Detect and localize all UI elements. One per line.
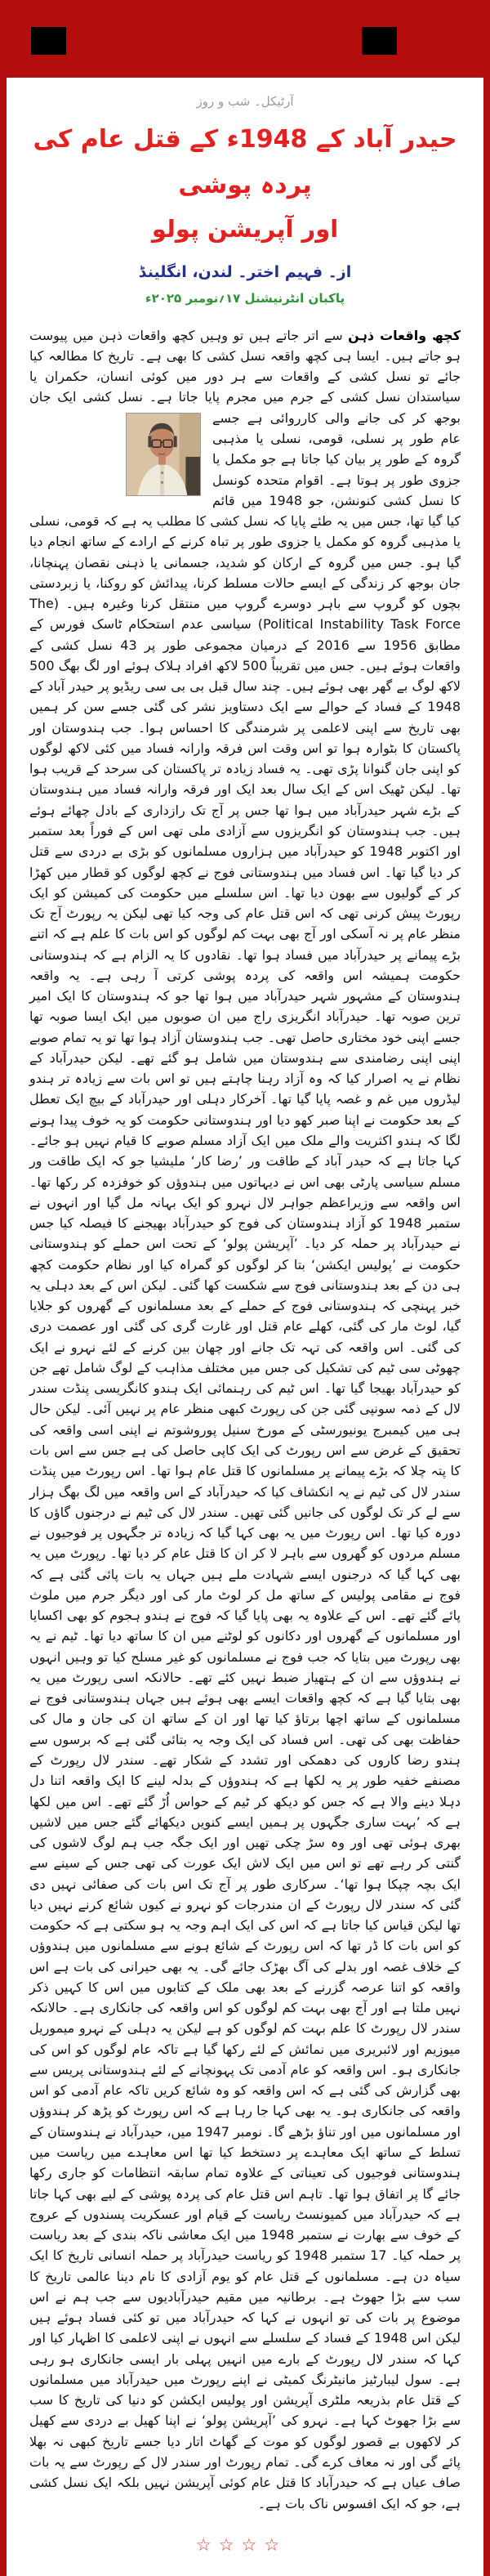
- article-lead-phrase: کچھ واقعات ذہن: [348, 327, 461, 343]
- article-title-line1: حیدر آباد کے 1948ء کے قتل عام کی پردہ پوشی: [33, 125, 457, 199]
- article-byline: از۔ فہیم اختر۔ لندن، انگلینڈ: [138, 262, 352, 281]
- author-photo: [126, 413, 201, 496]
- article-body-part2: نسل کشی ایک جان بوجھ کر کی جانے والی کارروائی ہے جسے عام طور پر نسلی، قومی، نسلی یا مذہبی گروہ کے طور پر بیان کیا جاتا ہے جو مکمل یا جزوی طور پر ہوتا ہے۔ اقوام متحدہ کونسل کا نسل کشی کنونشن، جو 1948 میں قائم کیا گیا تھا، جس میں یہ طئے پایا کہ نسل کشی کا مطلب یہ ہے کہ قومی، نسلی یا مذہبی گروہ کو مکمل یا جزوی طور پر تباہ کرنے کے ارادے کے ساتھ انجام دیا گیا ہو۔ جس میں گروہ کے ارکان کو شدید، جسمانی یا ذہنی نقصان پہنچانا، جان بوجھ کر زندگی کے ایسے حالات مسلط کرنا، پیدائش کو روکنا، یا زبردستی بچوں کو گروپ سے باہر دوسرے گروپ میں منتقل کرنا وغیرہ ہیں۔ (The Political Instability Task Force) سیاسی عدم استحکام ٹاسک فورس کے مطابق 1956 سے 2016 کے درمیان مجموعی طور پر 43 نسل کشی کے واقعات ہوئے ہیں۔ جس میں تقریباً 500 لاکھ افراد ہلاک ہوئے اور لگ بھگ 500 لاکھ لوگ بے گھر بھی ہوئے ہیں۔ چند سال قبل بی بی سی ریڈیو پر حیدر آباد کے 1948 کے فساد کے حوالے سے ایک دستاویز نشر کی گئی جسے سن کر ہمیں بھی تاریخ سے اپنی لاعلمی پر شرمندگی کا احساس ہوا۔ جب ہندوستان اور پاکستان کا بٹوارہ ہوا تو اس وقت اس فرقہ وارانہ فساد میں کئی لاکھ لوگوں کو اپنی جان گنوانا پڑی تھی۔ یہ فساد زیادہ تر پاکستان کی سرحد کے قریب ہوا تھا۔ لیکن ٹھیک اس کے ایک سال بعد ایک اور فرقہ وارانہ فساد میں ہندوستان کے بڑے شہر حیدرآباد میں ہوا تھا جس پر آج تک رازداری کے بادل چھائے ہوئے ہیں۔ جب ہندوستان کو انگریزوں سے آزادی ملی تھی اس کے فوراً بعد ستمبر اور اکتوبر 1948 کو حیدرآباد میں ہزاروں مسلمانوں کو بڑی بے دردی سے قتل کر دیا گیا تھا۔ اس فساد میں ہندوستانی فوج نے کچھ لوگوں کو قطار میں کھڑا کر کے گولیوں سے بھون دیا تھا۔ اس سلسلے میں حکومت کی کمیشن کو ایک رپورٹ پیش کرنی تھی کہ اس قتل عام کی وجہ کیا تھی لیکن یہ رپورٹ آج تک منظر عام پر نہ آسکی اور آج بھی بہت کم لوگوں کو اس بات کا علم ہے کہ اتنے بڑے پیمانے پر حیدرآباد میں فساد ہوا تھا۔ نقادوں کا یہ الزام ہے کہ ہندوستانی حکومت ہمیشہ اس واقعہ کی پردہ پوشی کرتی آ رہی ہے۔ یہ واقعہ ہندوستان کے مشہور شہر حیدرآباد میں ہوا تھا جو کہ ہندوستان کا ایک امیر ترین صوبہ تھا۔ حیدرآباد انگریزی راج میں ان صوبوں میں ایک ایسا صوبہ تھا جسے اپنی خود مختاری حاصل تھی۔ جب ہندوستان آزاد ہوا تھا تو یہ تمام صوبے اپنی اپنی رضامندی سے ہندوستان میں شامل ہو گئے تھے۔ لیکن حیدرآباد کے نظام نے یہ اصرار کیا کہ وہ آزاد رہنا چاہتے ہیں تو اس بات سے زیادہ تر ہندو لیڈروں میں غم و غصہ پایا گیا تھا۔ آخرکار دہلی اور حیدرآباد کے بیچ ایک تعطل کے بعد حکومت نے اپنا صبر کھو دیا اور ہندوستانی حکومت کو یہ خوف پیدا ہونے لگا کہ ہندو اکثریت والے ملک میں ایک آزاد مسلم صوبے کا قیام نہیں ہو جائے۔ کہا جاتا ہے کہ حیدر آباد کے طاقت ور ’رضا کار‘ ملیشیا جو کہ ایک طاقت ور مسلم سیاسی پارٹی بھی اس نے دیہاتوں میں ہندوؤں کو خوفزدہ کر رکھا تھا۔ اس واقعہ سے وزیراعظم جواہر لال نہرو کو ایک بہانہ مل گیا اور انہوں نے ستمبر 1948 کو آزاد ہندوستان کی فوج کو حیدرآباد بھیجنے کا فیصلہ کیا جس نے حیدرآباد پر حملہ کر دیا۔ ’آپریشن پولو‘ کے تحت اس حملے کو ہندوستانی حکومت نے ’پولیس ایکشن‘ بتا کر لوگوں کو گمراہ کیا اور نظام حکومت کچھ ہی دن کے بعد ہندوستانی فوج سے شکست کھا گئی۔ لیکن اس کے بعد دہلی یہ خبر پہنچی کہ ہندوستانی فوج کے حملے کے بعد مسلمانوں کے گھروں کو جلایا گیا، لوٹ مار کی گئی، کھلے عام قتل اور غارت گری کی گئی اور عصمت دری کی گئی۔ اس واقعہ کی تہہ تک جانے اور چھان بین کرنے کے لئے نہرو نے ایک چھوٹی سی ٹیم کی تشکیل کی جس میں مختلف مذاہب کے لوگ شامل تھے جن کو حیدرآباد بھیجا گیا تھا۔ اس ٹیم کی رہنمائی ایک ہندو کانگریسی پنڈت سندر لال کے ذمہ سونپی گئی جن کی رپورٹ کبھی منظر عام پر نہیں آئی۔ لیکن حال ہی میں کیمبرج یونیورسٹی کے مورخ سنیل پوروشوتم نے اپنی اسی واقعہ کی تحقیق کے غرض سے اس رپورٹ کی ایک کاپی حاصل کی ہے جس سے اس بات کا پتہ چلا کہ بڑے پیمانے پر مسلمانوں کا قتل عام ہوا تھا۔ اس رپورٹ میں پنڈت سندر لال کی ٹیم نے یہ انکشاف کیا کہ حیدرآباد کے اس واقعہ میں لگ بھگ ہزار سے لے کر تک لوگوں کی جانیں گئی تھیں۔ سندر لال کی ٹیم نے درجنوں گاؤں کا دورہ کیا تھا۔ اس رپورٹ میں یہ بھی کہا گیا کہ زیادہ تر جگہوں پر فوجیوں نے مسلم مردوں کو گھروں سے باہر لا کر ان کا قتل عام کر دیا تھا۔ رپورٹ میں یہ بھی کہا گیا کہ درجنوں ایسے شہادت ملے ہیں جہاں یہ بات پائی گئی ہے کہ فوج نے مقامی پولیس کے ساتھ مل کر لوٹ مار کی اور دیگر جرم میں ملوث پائے گئے تھے۔ اس کے علاوہ یہ بھی پایا گیا کہ فوج نے ہندو ہجوم کو بھی اکسایا اور مسلمانوں کے گھروں اور دکانوں کو لوٹنے میں ان کا ساتھ دیا تھا۔ ٹیم نے یہ بھی رپورٹ میں بتایا کہ جب فوج نے مسلمانوں کو غیر مسلح کیا تو وہیں انہوں نے ہندوؤں سے ان کے ہتھیار ضبط نہیں کئے تھے۔ حالانکہ اسی رپورٹ میں یہ بھی بتایا گیا ہے کہ کچھ واقعات ایسے بھی ہوئے ہیں جہاں ہندوستانی فوج نے مسلمانوں کے ساتھ اچھا برتاؤ کیا تھا اور ان کے ساتھ ان کی جان و مال کی حفاظت بھی کی تھی۔ اس فساد کی ایک وجہ یہ بتائی گئی ہے کہ برسوں سے ہندو رضا کاروں کی دھمکی اور تشدد کے شکار تھے۔ سندر لال رپورٹ کے مصنفے خفیہ طور پر یہ لکھا ہے کہ ہندوؤں کے بدلہ لینے کا ایک واقعہ اتنا دل دہلا دینے والا ہے کہ جس کو دیکھ کر ٹیم کے حواس اُڑ گئے تھے۔ اس میں لکھا ہے کہ ’بہت ساری جگہوں پر ہمیں ایسے کنویں دیکھائے گئے جس میں لاشیں بھری ہوئی تھی اور وہ سڑ چکی تھیں اور ایک جگہ جب ہم لوگ لاشوں کی گنتی کر رہے تھے تو اس میں ایک لاش ایک عورت کی تھی جس کے سینے سے ایک بچہ چپکا ہوا تھا‘۔ سرکاری طور پر آج تک اس بات کی صفائی نہیں دی گئی کہ سندر لال رپورٹ کے ان مندرجات کو نہرو نے کیوں شائع کرنے نہیں دیا تھا لیکن قیاس کیا جاتا ہے کہ اس کی ایک اہم وجہ یہ ہو سکتی ہے کہ حکومت کو اس بات کا ڈر تھا کہ اس رپورٹ کے شائع ہونے سے مسلمانوں میں ہندوؤں کے خلاف غصہ اور بدلے کی آگ بھڑک جائے گی۔ یہ بھی حیرانی کی بات ہے اس واقعہ کو اتنا عرصہ گزرنے کے بعد بھی ملک کے کتابوں میں اس کا کہیں ذکر نہیں ملتا ہے اور آج بھی بہت کم لوگوں کو اس واقعہ کی جانکاری ہے۔ حالانکہ سندر لال رپورٹ کا علم بہت کم لوگوں کو ہے لیکن یہ دہلی کے نہرو میموریل میوزیم اور لائبریری میں نمائش کے لئے رکھا گیا ہے تاکہ عام لوگوں کو اس کی جانکاری ہو۔ اس واقعہ کو عام آدمی تک پہونچانے کے لئے ہندوستانی پریس سے بھی گزارش کی گئی ہے کہ اس واقعہ کو وہ شائع کریں تاکہ عام آدمی کو اس واقعہ کی جانکاری ہو۔ یہ بھی کہا جا رہا ہے کہ اس رپورٹ کو پڑھ کر ہندوؤں اور مسلمانوں میں اور تناؤ بڑھے گا۔ نومبر 1947 میں، حیدرآباد نے ہندوستان کے تسلط کے ساتھ ایک معاہدے پر دستخط کیا تھا اس معاہدے میں ریاست میں ہندوستانی فوجیوں کی تعیناتی کے علاوہ تمام سابقہ انتظامات کو جاری رکھا جائے گا پر اتفاق ہوا تھا۔ تاہم اس قتل عام کی پردہ پوشی کے لیے بھی کہا جاتا ہے کہ حیدرآباد میں کمیونسٹ ریاست کے قیام اور عسکریت پسندوں کے عروج کے خوف سے بھارت نے ستمبر 1948 میں ایک معاشی ناکہ بندی کے بعد ریاست پر حملہ کیا۔ 17 ستمبر 1948 کو ریاست حیدرآباد پر حملہ انسانی تاریخ کا ایک سیاہ دن ہے۔ مسلمانوں کے قتل عام کو یوم آزادی کا نام دینا عالمی تاریخ کا سب سے بڑا جھوٹ ہے۔ برطانیہ میں مقیم حیدرآبادیوں سے جب ہم نے اس موضوع پر بات کی تو انہوں نے کہا کہ حیدرآباد میں تو کئی فساد ہوئے ہیں لیکن اس 1948 کے فساد کے سلسلے سے انہوں نے اپنی لاعلمی کا اظہار کیا اور کہا کہ سندر لال رپورٹ کے بارے میں انہیں پہلی بار ایسی جانکاری ہو رہی ہے۔ سول لیبارٹیز مانیٹرنگ کمیٹی نے اپنے رپورٹ میں حیدرآباد میں مسلمانوں کے قتل عام بذریعہ ملٹری آپریشن اور پولیس ایکشن کو دنیا کی تاریخ کا سب سے بڑا جھوٹ کہا ہے۔ نہرو کی ’آپریشن پولو‘ نے اپنا کھیل بے دردی سے کھیل کر لاکھوں بے قصور لوگوں کو موت کے گھاٹ اتار دیا جسے تاریخ کبھی نہ بھلا پائے گی اور نہ معاف کرے گی۔ تمام رپورٹ اور سندر لال کے رپورٹ سے یہ بات صاف عیاں ہے کہ حیدرآباد کا قتل عام کوئی آپریشن نہیں بلکہ ایک نسل کشی ہے، جو کہ ایک افسوس ناک بات ہے۔: [29, 389, 461, 2511]
- masthead-image-placeholder-right: [362, 27, 397, 55]
- article-title-line2: اور آپریشن پولو: [151, 215, 339, 243]
- article-body: [29, 325, 461, 2514]
- article-dateline: پاکبان انٹرنیشنل ۱۷؍نومبر ۲۰۲۵ء: [145, 290, 345, 306]
- masthead: [0, 0, 490, 78]
- section-kicker: آرٹیکل۔ شب و روز: [196, 94, 294, 109]
- article-body-part1: سے اتر جاتے ہیں تو وہیں کچھ واقعات ذہن میں پیوست ہو جاتے ہیں۔ ایسا ہی کچھ واقعہ نسل کشی کا بھی ہے۔ تاریخ کا مطالعہ کیا جائے تو نسل کشی کے واقعات سے ہر دور میں کوئی انسان، حکمران یا سیاستدان نسل کشی کے جرم میں مجرم پایا جاتا ہے۔: [29, 327, 461, 405]
- article-title: [29, 117, 461, 252]
- end-of-article-stars: ☆☆☆☆: [195, 2534, 287, 2555]
- article-card: [7, 78, 483, 2576]
- masthead-image-placeholder-left: [31, 27, 66, 55]
- author-photo-graphic: [127, 414, 200, 495]
